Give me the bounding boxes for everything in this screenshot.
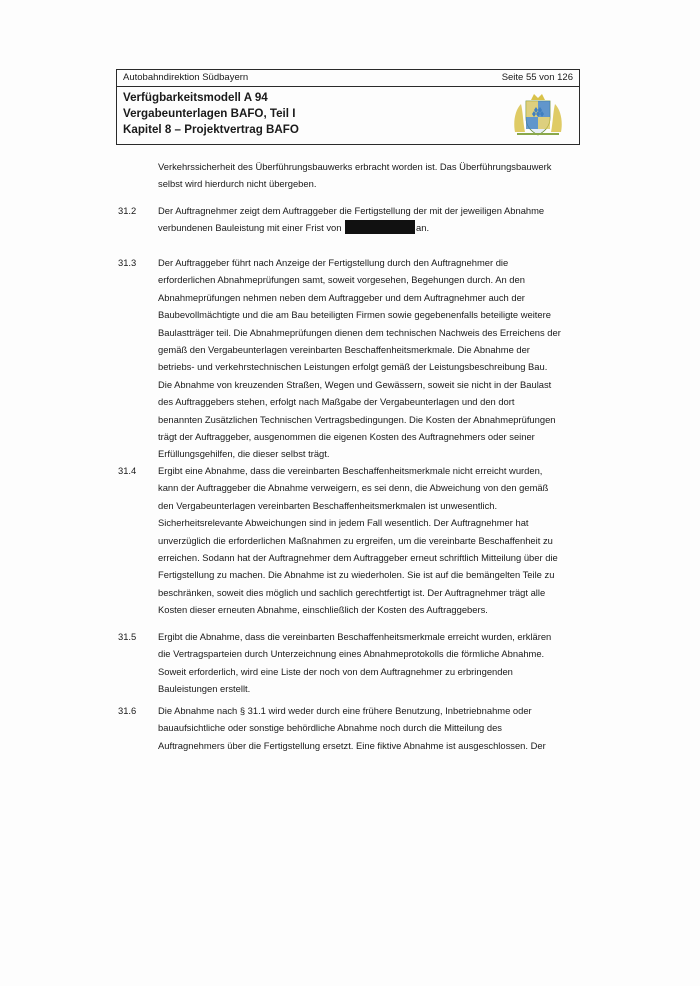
text-fragment: verbundenen Bauleistung mit einer Frist von (158, 222, 342, 234)
text-line: beschränken, soweit dies möglich und sachlich gerechtfertigt ist. Der Auftragnehmer trägt alle (158, 586, 546, 598)
text-line: betriebs- und verkehrstechnischen Leistungen erfolgt gemäß der Leistungsbeschreibung Bau. (158, 361, 548, 373)
text-line: Ergibt eine Abnahme, dass die vereinbarten Beschaffenheitsmerkmale nicht erreicht wurden, (158, 465, 543, 476)
text-line: erforderlichen Abnahmeprüfungen samt, soweit vorgesehen, Begehungen durch. An den (158, 274, 525, 286)
section-number: 31.3 (118, 257, 137, 268)
section-31-5 (158, 628, 582, 698)
header-top-row (117, 70, 579, 87)
header-title-1: Verfügbarkeitsmodell A 94 (123, 91, 268, 104)
section-31-2 (158, 202, 582, 237)
header-title-2: Vergabeunterlagen BAFO, Teil I (123, 107, 296, 120)
text-line: Fertigstellung zu machen. Die Abnahme ist zu wiederholen. Sie ist auf die bemängelten Teile zu (158, 569, 555, 581)
intro-paragraph (158, 158, 582, 193)
header-title-3: Kapitel 8 – Projektvertrag BAFO (123, 123, 299, 136)
section-number: 31.2 (118, 205, 137, 216)
document-header (116, 69, 580, 145)
text-line: Ergibt die Abnahme, dass die vereinbarten Beschaffenheitsmerkmale erreicht wurden, erklären (158, 631, 552, 642)
text-line: bauaufsichtliche oder sonstige behördliche Abnahme noch durch die Mitteilung des (158, 722, 502, 734)
text-line: kann der Auftraggeber die Abnahme verweigern, es sei denn, die Abweichung von den gemäß (158, 482, 549, 494)
text-line: Bauleistungen erstellt. (158, 683, 251, 695)
section-31-4 (158, 462, 582, 619)
text-line: gemäß den Vergabeunterlagen vereinbarten Beschaffenheitsmerkmale. Die Abnahme der (158, 344, 530, 356)
section-number: 31.6 (118, 705, 137, 716)
text-line: selbst wird hierdurch nicht übergeben. (158, 178, 317, 190)
text-line: Der Auftragnehmer zeigt dem Auftraggeber die Fertigstellung der mit der jeweiligen Abnahme (158, 205, 545, 216)
text-line: Kosten dieser erneuten Abnahme, einschließlich der Kosten des Auftraggebers. (158, 604, 488, 616)
text-line: unverzüglich die erforderlichen Maßnahmen zu ergreifen, um die vereinbarte Beschaffenheit zu (158, 534, 553, 546)
organization-name: Autobahndirektion Südbayern (123, 72, 249, 83)
page-number: Seite 55 von 126 (501, 72, 573, 83)
text-line: Verkehrssicherheit des Überführungsbauwerks erbracht worden ist. Das Überführungsbauwerk (158, 161, 552, 172)
text-line: Erfüllungsgehilfen, die dieser selbst trägt. (158, 448, 330, 460)
text-line: Sicherheitsrelevante Abweichungen sind in jedem Fall wesentlich. Der Auftragnehmer hat (158, 517, 529, 529)
text-line: erreichen. Sodann hat der Auftragnehmer dem Auftraggeber erneut schriftlich Mitteilung über die (158, 552, 558, 564)
text-line: den Vergabeunterlagen vereinbarten Beschaffenheitsmerkmalen ist unwesentlich. (158, 499, 498, 511)
text-line: Soweit erforderlich, wird eine Liste der noch von dem Auftragnehmer zu erbringenden (158, 665, 513, 677)
text-line: Der Auftraggeber führt nach Anzeige der Fertigstellung durch den Auftragnehmer die (158, 257, 509, 268)
text-line: Auftragnehmers über die Fertigstellung ersetzt. Eine fiktive Abnahme ist ausgeschlossen. Der (158, 739, 546, 751)
text-line: trägt der Auftraggeber, ausgenommen die eigenen Kosten des Auftragnehmers oder seiner (158, 431, 535, 443)
text-line: benannten Zusätzlichen Technischen Vertragsbedingungen. Die Kosten der Abnahmeprüfungen (158, 413, 556, 425)
text-line: Abnahmeprüfungen nehmen neben dem Auftraggeber und dem Auftragnehmer auch der (158, 291, 525, 303)
bavarian-crest-logo (511, 92, 565, 138)
text-line: des Auftraggebers stehen, erfolgt nach Maßgabe der Vergabeunterlagen und den dort (158, 396, 515, 408)
text-line: Baubevollmächtigte und die am Bau beteiligten Firmen sowie gegebenenfalls beteiligte weitere (158, 309, 551, 321)
text-line: Die Abnahme von kreuzenden Straßen, Wegen und Gewässern, soweit sie nicht in der Baulast (158, 378, 552, 390)
text-line: Die Abnahme nach § 31.1 wird weder durch eine frühere Benutzung, Inbetriebnahme oder (158, 705, 532, 716)
text-line: die Vertragsparteien durch Unterzeichnung eines Abnahmeprotokolls die förmliche Abnahme. (158, 648, 545, 660)
text-line-with-redaction (158, 219, 582, 236)
section-number: 31.5 (118, 631, 137, 642)
section-31-6 (158, 702, 582, 754)
section-number: 31.4 (118, 465, 137, 476)
header-titles (123, 90, 299, 138)
section-31-3 (158, 254, 582, 463)
text-fragment: an. (416, 222, 430, 234)
text-line: Baulastträger teil. Die Abnahmeprüfungen dienen dem technischen Nachweis des Erreichens der (158, 326, 561, 338)
redaction-box (345, 220, 415, 234)
